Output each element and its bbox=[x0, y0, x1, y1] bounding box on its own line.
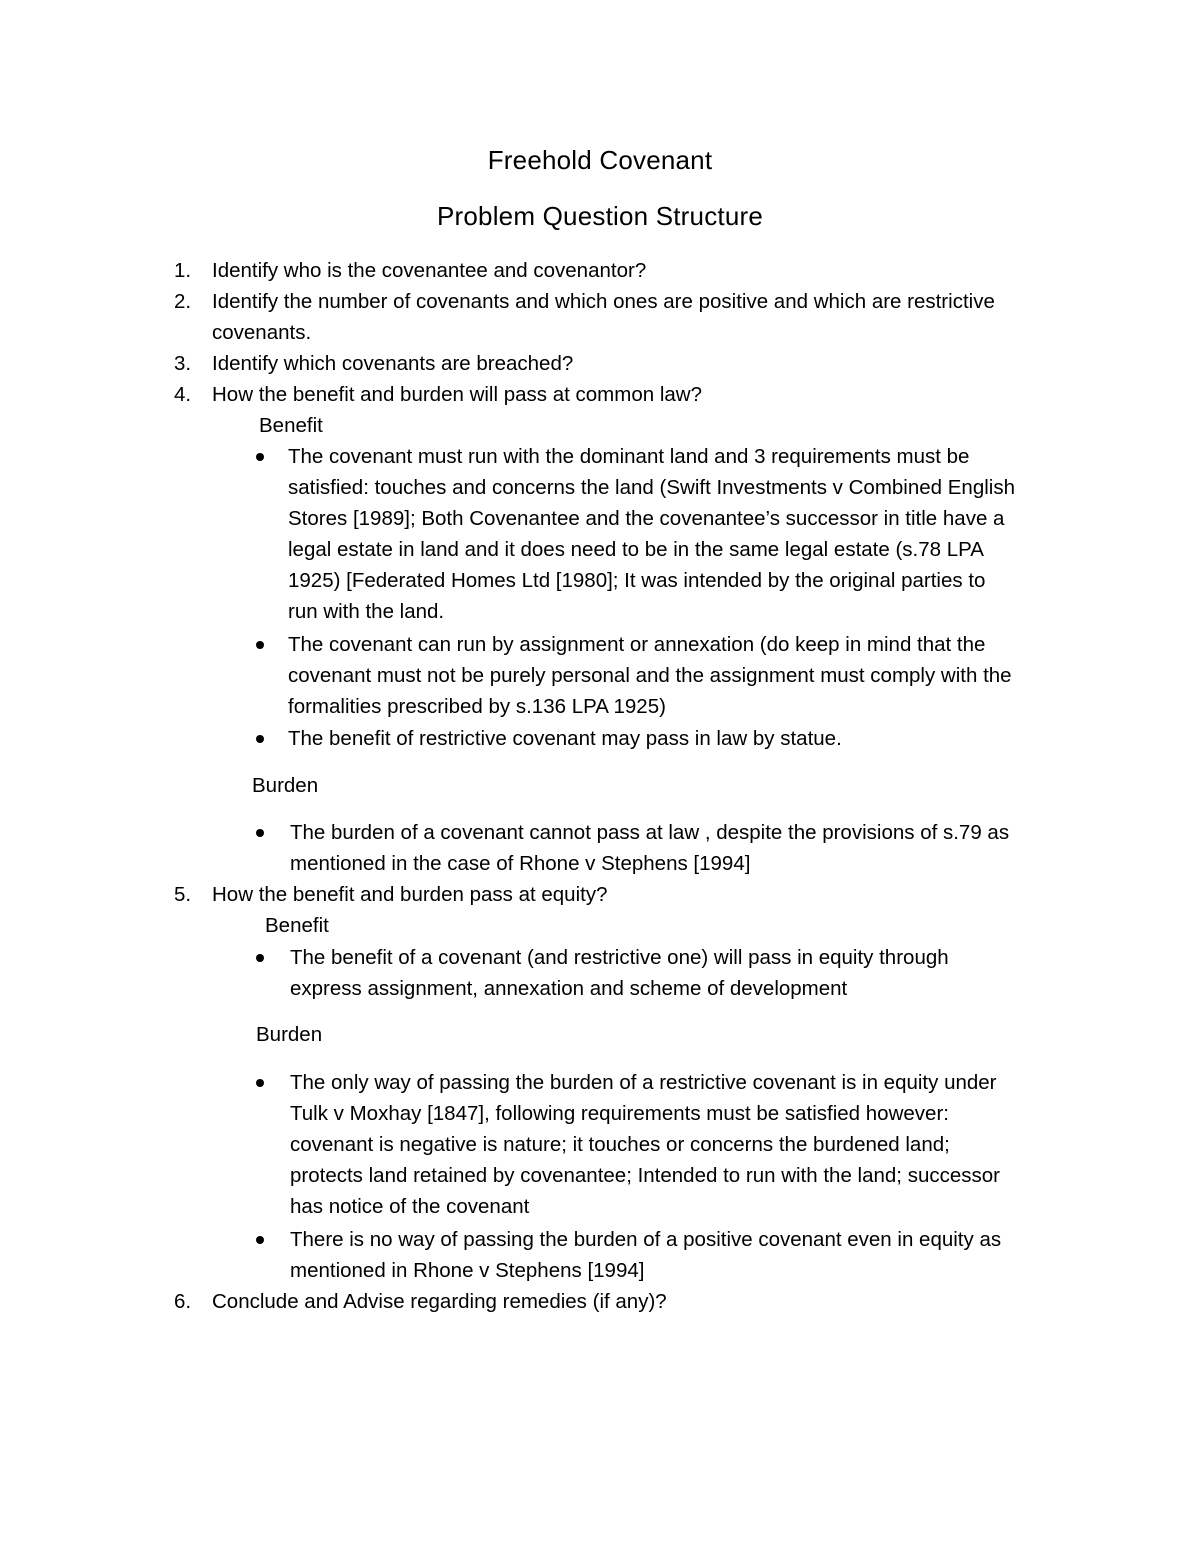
bullet-line: formalities prescribed by s.136 LPA 1925) bbox=[288, 695, 666, 718]
item-number: 5. bbox=[174, 883, 192, 906]
bullet-line: The covenant can run by assignment or annexation (do keep in mind that the bbox=[288, 633, 986, 656]
bullet-icon bbox=[256, 954, 264, 962]
bullet-line: The only way of passing the burden of a restrictive covenant is in equity under bbox=[290, 1071, 997, 1094]
bullet-icon bbox=[256, 1236, 264, 1244]
bullet-line: legal estate in land and it does need to be in the same legal estate (s.78 LPA bbox=[288, 538, 984, 561]
item-number: 3. bbox=[174, 352, 192, 375]
bullet-line: protects land retained by covenantee; Intended to run with the land; successor bbox=[290, 1164, 1000, 1187]
bullet-line: The burden of a covenant cannot pass at law , despite the provisions of s.79 as bbox=[290, 821, 1010, 844]
bullet-line: The benefit of restrictive covenant may pass in law by statue. bbox=[288, 727, 842, 750]
bullet-line: covenant must not be purely personal and the assignment must comply with the bbox=[288, 664, 1012, 687]
bullet-icon bbox=[256, 453, 264, 461]
document-subtitle: Problem Question Structure bbox=[436, 201, 763, 231]
item-number: 6. bbox=[174, 1290, 192, 1313]
list-item: How the benefit and burden will pass at common law? bbox=[212, 383, 702, 406]
item-number: 4. bbox=[174, 383, 192, 406]
list-item-continuation: covenants. bbox=[212, 321, 312, 344]
bullet-icon bbox=[256, 829, 264, 837]
benefit-heading: Benefit bbox=[265, 914, 329, 937]
bullet-icon bbox=[256, 1079, 264, 1087]
list-item: Identify who is the covenantee and covenantor? bbox=[212, 259, 647, 282]
bullet-line: Tulk v Moxhay [1847], following requirements must be satisfied however: bbox=[290, 1102, 949, 1125]
burden-heading: Burden bbox=[252, 774, 319, 797]
bullet-line: The covenant must run with the dominant land and 3 requirements must be bbox=[288, 445, 970, 468]
bullet-line: There is no way of passing the burden of a positive covenant even in equity as bbox=[290, 1228, 1002, 1251]
bullet-line: The benefit of a covenant (and restrictive one) will pass in equity through bbox=[290, 946, 949, 969]
list-item: How the benefit and burden pass at equity? bbox=[212, 883, 608, 906]
list-item: Conclude and Advise regarding remedies (if any)? bbox=[212, 1290, 667, 1313]
benefit-heading: Benefit bbox=[259, 414, 323, 437]
list-item: Identify the number of covenants and which ones are positive and which are restrictive bbox=[212, 290, 995, 313]
item-number: 1. bbox=[174, 259, 192, 282]
bullet-line: mentioned in the case of Rhone v Stephens [1994] bbox=[290, 852, 751, 875]
bullet-icon bbox=[256, 641, 264, 649]
document-title: Freehold Covenant bbox=[487, 145, 713, 175]
item-number: 2. bbox=[174, 290, 192, 313]
bullet-line: Stores [1989]; Both Covenantee and the covenantee’s successor in title have a bbox=[288, 507, 1005, 530]
list-item: Identify which covenants are breached? bbox=[212, 352, 574, 375]
bullet-line: covenant is negative is nature; it touches or concerns the burdened land; bbox=[290, 1133, 950, 1156]
burden-heading: Burden bbox=[256, 1023, 323, 1046]
bullet-line: 1925) [Federated Homes Ltd [1980]; It was intended by the original parties to bbox=[288, 569, 986, 592]
bullet-line: satisfied: touches and concerns the land (Swift Investments v Combined English bbox=[288, 476, 1015, 499]
bullet-line: has notice of the covenant bbox=[290, 1195, 530, 1218]
bullet-icon bbox=[256, 735, 264, 743]
bullet-line: express assignment, annexation and scheme of development bbox=[290, 977, 848, 1000]
bullet-line: run with the land. bbox=[288, 600, 445, 623]
bullet-line: mentioned in Rhone v Stephens [1994] bbox=[290, 1259, 645, 1282]
